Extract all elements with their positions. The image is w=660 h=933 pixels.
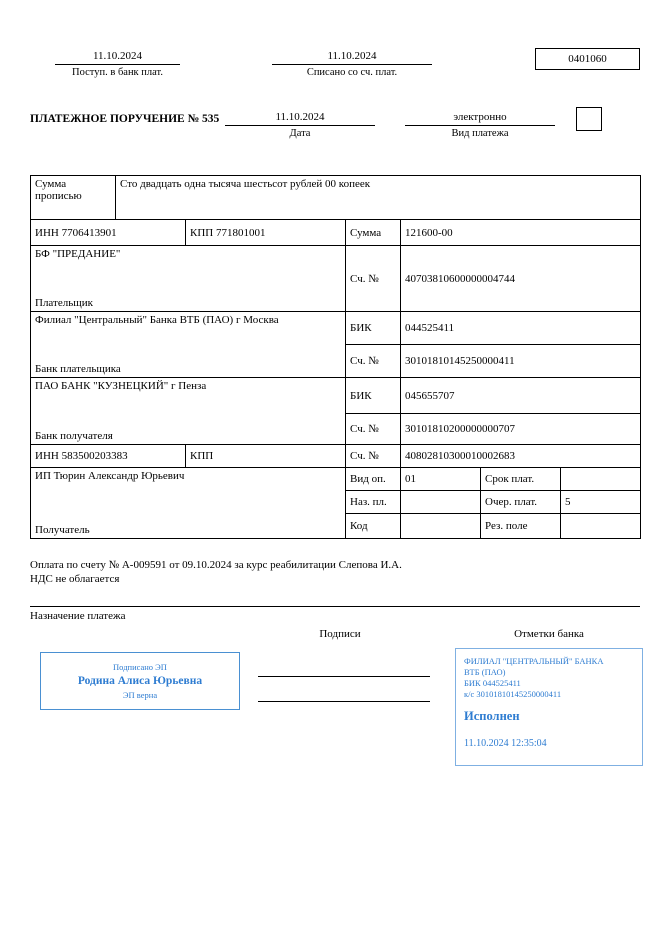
- payment-type-block: [405, 111, 555, 139]
- signature-stamp-line3: ЭП верна: [122, 690, 158, 700]
- payee-cell: [31, 468, 346, 539]
- payee-bank-account-label: Сч. №: [346, 414, 401, 445]
- payer-inn: ИНН 7706413901: [31, 220, 186, 246]
- code-value: [401, 514, 481, 539]
- payer-account: 40703810600000004744: [401, 246, 641, 312]
- document-title: ПЛАТЕЖНОЕ ПОРУЧЕНИЕ № 535: [30, 113, 220, 125]
- payer-bank-account-label: Сч. №: [346, 345, 401, 378]
- reserve-field-label: Рез. поле: [481, 514, 561, 539]
- bank-stamp-line2: ВТБ (ПАО): [464, 667, 506, 677]
- signatures-heading: Подписи: [319, 628, 361, 640]
- payee-name: ИП Тюрин Александр Юрьевич: [35, 470, 185, 482]
- payer-bank-bik: 044525411: [401, 312, 641, 345]
- signer-name: Родина Алиса Юрьевна: [77, 675, 203, 687]
- payee-bank-bik: 045655707: [401, 378, 641, 414]
- payee-bank-cell: [31, 378, 346, 445]
- payee-account-label: Сч. №: [346, 445, 401, 468]
- payer-account-label: Сч. №: [346, 246, 401, 312]
- bank-stamp-datetime: 11.10.2024 12:35:04: [464, 738, 547, 749]
- code-label: Код: [346, 514, 401, 539]
- received-date-block: [55, 50, 180, 78]
- payer-bank-label: Банк плательщика: [35, 363, 121, 375]
- doc-date-block: [225, 111, 375, 139]
- payee-kpp: КПП: [186, 445, 346, 468]
- payee-inn: ИНН 583500203383: [31, 445, 186, 468]
- purpose-divider: [30, 606, 640, 607]
- payer-bank-name: Филиал "Центральный" Банка ВТБ (ПАО) г Москва: [35, 314, 279, 326]
- payer-bank-cell: [31, 312, 346, 378]
- signature-stamp-line1: Подписано ЭП: [113, 662, 167, 672]
- order-label: Очер. плат.: [481, 491, 561, 514]
- payment-kind-box: [576, 107, 602, 131]
- payee-account: 40802810300010002683: [401, 445, 641, 468]
- payee-bank-label: Банк получателя: [35, 430, 113, 442]
- payment-type-value: электронно: [405, 111, 555, 126]
- payee-bank-name: ПАО БАНК "КУЗНЕЦКИЙ" г Пенза: [35, 380, 207, 392]
- purpose-code-value: [401, 491, 481, 514]
- sum-value: 121600-00: [401, 220, 641, 246]
- form-code-box: 0401060: [535, 48, 640, 70]
- sum-label: Сумма: [346, 220, 401, 246]
- signature-line-2: [258, 701, 430, 702]
- purpose-code-label: Наз. пл.: [346, 491, 401, 514]
- payee-bank-bik-label: БИК: [346, 378, 401, 414]
- doc-date-value: 11.10.2024: [225, 111, 375, 126]
- doc-date-label: Дата: [289, 128, 311, 139]
- payment-purpose-label: Назначение платежа: [30, 610, 126, 622]
- payee-bank-account: 30101810200000000707: [401, 414, 641, 445]
- bank-stamp-bik: БИК 044525411: [464, 678, 521, 688]
- debited-date-block: [272, 50, 432, 78]
- op-type-label: Вид оп.: [346, 468, 401, 491]
- payment-table: [30, 175, 641, 539]
- payment-purpose-line1: Оплата по счету № А-009591 от 09.10.2024 за курс реабилитации Слепова И.А.: [30, 559, 402, 571]
- received-date-value: 11.10.2024: [55, 50, 180, 65]
- payer-name: БФ "ПРЕДАНИЕ": [35, 248, 121, 260]
- payer-cell: [31, 246, 346, 312]
- debited-date-label: Списано со сч. плат.: [306, 67, 398, 78]
- payment-purpose-line2: НДС не облагается: [30, 573, 120, 585]
- electronic-signature-stamp: [40, 652, 240, 710]
- bank-stamp-status: Исполнен: [464, 709, 520, 723]
- received-date-label: Поступ. в банк плат.: [72, 67, 163, 78]
- op-type-value: 01: [401, 468, 481, 491]
- debited-date-value: 11.10.2024: [272, 50, 432, 65]
- payer-label: Плательщик: [35, 297, 93, 309]
- bank-marks-heading: Отметки банка: [514, 628, 584, 640]
- payment-purpose-text: [30, 558, 620, 586]
- bank-stamp-line1: ФИЛИАЛ "ЦЕНТРАЛЬНЫЙ" БАНКА: [464, 656, 604, 666]
- order-value: 5: [561, 491, 641, 514]
- reserve-field-value: [561, 514, 641, 539]
- payer-bank-bik-label: БИК: [346, 312, 401, 345]
- signature-line-1: [258, 676, 430, 677]
- payee-label: Получатель: [35, 524, 90, 536]
- payment-type-label: Вид платежа: [451, 128, 509, 139]
- payer-kpp: КПП 771801001: [186, 220, 346, 246]
- due-date-label: Срок плат.: [481, 468, 561, 491]
- bank-execution-stamp: [455, 648, 643, 766]
- amount-words-value: Сто двадцать одна тысяча шестьсот рублей 00 копеек: [116, 176, 641, 220]
- due-date-value: [561, 468, 641, 491]
- payer-bank-account: 30101810145250000411: [401, 345, 641, 378]
- amount-words-label: Сумма прописью: [31, 176, 116, 220]
- bank-stamp-corr-account: к/с 30101810145250000411: [464, 689, 562, 699]
